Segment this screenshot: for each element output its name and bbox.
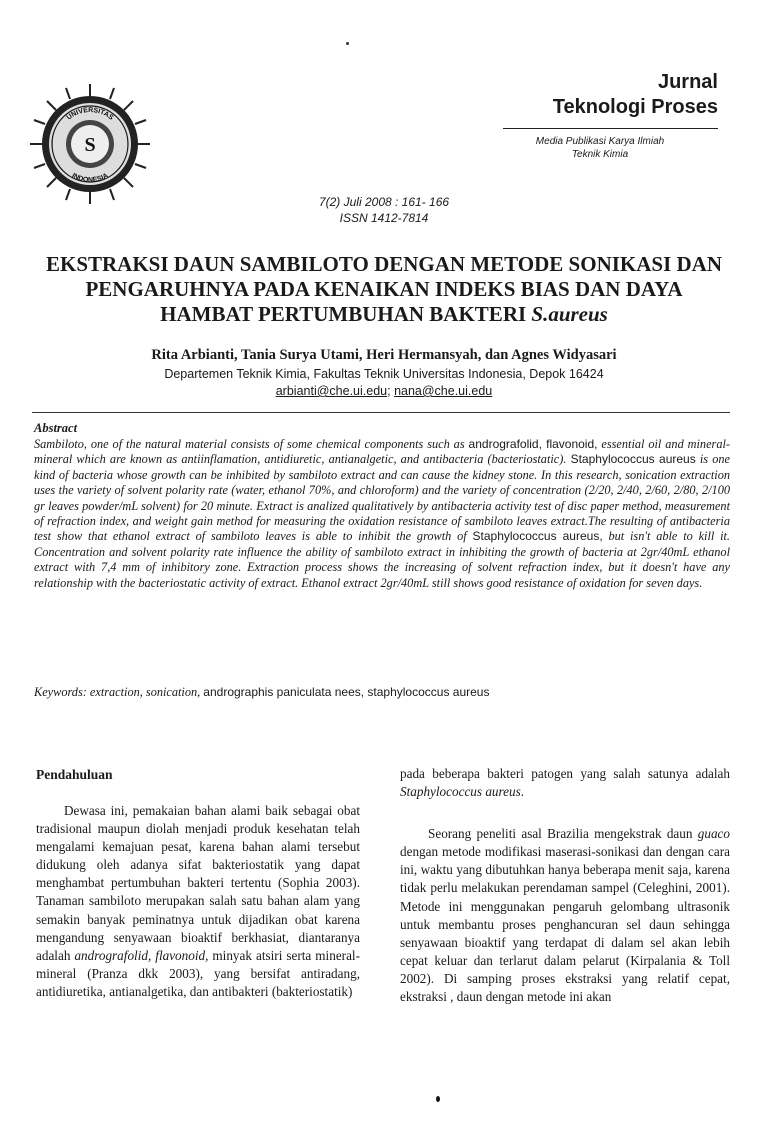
right-text-2c: dengan metode modifikasi maserasi-sonikasi dan dengan cara ini, waktu yang dibutuhkan hanya beberapa menit saja, karena tidak perlu melakukan perendaman sampel (Celeghini, 2001). Metode ini menggunakan pengaruh gelombang ultrasonik untuk membantu proses penghancuran sel daun sehingga senyawaan bioaktif yang terdapat di dalam sel akan lebih cepat keluar dan terlarut dalam pelarut (Kirpalania & Toll 2002). Di samping proses ekstraksi yang relatif cepat, ekstraksi , daun dengan metode ini akan (400, 844, 730, 1005)
right-paragraph-1 (400, 765, 730, 801)
section-heading: Pendahuluan (36, 767, 113, 782)
email-link-nana[interactable]: nana@che.ui.edu (394, 384, 493, 398)
journal-tagline-line1: Media Publikasi Karya Ilmiah (535, 136, 665, 147)
journal-tagline-line2: Teknik Kimia (571, 149, 629, 160)
abstract-text-5: is one kind of bacteria whose growth can be inhibited by sambiloto extract and can cause the kidney stone. In this research, sonication extraction uses the variety of solvent polarity rate (water, ethanol 70%, and chloroform) and the variety of concentration (2/20, 2/40, 2/60, 2/80, 2/100 gr leaves powder/mL solvent) for 20 minute. Extract is analized qualitatively by antibacteria activity test of disc paper method, measurement of refraction index, and weight gain method for measuring the oxidation resistance of sambiloto leaves extract.The resulting of antibacteria test show that ethanol extract of sambiloto leaves is able to inhibit the growth of (34, 452, 730, 544)
keywords (34, 684, 489, 700)
issue-volume-pages: 7(2) Juli 2008 : 161- 166 (318, 195, 450, 209)
abstract-text-6: Staphylococcus aureus, (472, 529, 603, 544)
abstract-heading: Abstract (34, 421, 78, 435)
left-text-c: minyak atsiri serta mineral-mineral (Pranza dkk 2003), yang bersifat antiradang, antidiuretika, antianalgetika, dan antibakteri (bakteriostatik) (36, 947, 360, 999)
seal-letter: S (84, 134, 96, 156)
right-text-2a: Seorang peneliti asal Brazilia mengekstrak daun (428, 826, 698, 842)
keywords-text-2: andrographis paniculata nees, staphylococcus aureus (203, 685, 490, 699)
abstract-text-2: andrografolid, flavonoid, (468, 437, 598, 451)
journal-tagline (500, 135, 700, 161)
abstract-rule (32, 412, 730, 413)
paper-title-species: S.aureus (531, 302, 608, 326)
abstract-text-4: Staphylococcus aureus (570, 452, 696, 467)
keywords-text-1: extraction, sonication, (86, 685, 204, 699)
abstract-body (34, 437, 730, 591)
right-paragraph-2 (400, 825, 730, 1006)
left-text-b: andrografolid, flavonoid, (74, 947, 209, 963)
journal-title-line2: Teknologi Proses (552, 96, 718, 118)
paper-emails (0, 383, 768, 399)
paper-title-line1: EKSTRAKSI DAUN SAMBILOTO DENGAN METODE SONIKASI DAN (45, 252, 723, 276)
right-text-1a: pada beberapa bakteri patogen yang salah satunya adalah (400, 766, 730, 781)
journal-title-line1: Jurnal (657, 71, 718, 93)
paper-title-line2: PENGARUHNYA PADA KENAIKAN INDEKS BIAS DAN DAYA (85, 277, 683, 301)
email-separator: ; (387, 384, 395, 398)
left-column (36, 802, 360, 1001)
paragraph-gap (400, 801, 730, 825)
abstract-text-7: but isn't able to kill it. Concentration and solvent polarity rate influence the ability of sambiloto extract in inhibiting the growth of bacteria at 2gr/40mL ethanol extract with 7,4 mm of inhibitory zone. Extraction process shows the increasing of solvent refraction index, but it doesn't have any relationship with the bacteriostatic activity of extract. Ethanol extract 2gr/40mL still shows good resistance of oxidation for seven days. (34, 529, 731, 590)
paper-title-line3-text: HAMBAT PERTUMBUHAN BAKTERI (160, 302, 532, 326)
keywords-label: Keywords: (34, 685, 87, 699)
issue-issn: ISSN 1412-7814 (339, 211, 429, 225)
masthead-rule (503, 128, 718, 129)
journal-masthead (498, 70, 718, 160)
paper-title (24, 252, 744, 327)
paper-authors: Rita Arbianti, Tania Surya Utami, Heri Hermansyah, dan Agnes Widyasari (151, 347, 617, 363)
right-text-1b: Staphylococcus aureus (400, 784, 521, 800)
abstract-text-3: essential oil and mineral-mineral which are known as antiinflamation, antidiuretic, antianalgetic, and antibacteria (bacteriostatic). (34, 437, 730, 467)
right-text-1c: . (520, 784, 525, 800)
paper-title-line3 (24, 302, 744, 327)
right-column (400, 765, 730, 1006)
left-text-a: Dewasa ini, pemakaian bahan alami baik sebagai obat tradisional maupun diolah menjadi produk kesehatan telah mengalami kemajuan pesat, karena bahan alami tersebut didukung oleh adanya sifat bakteriostatik yang dapat menghambat pertumbuhan bakteri tertentu (Sophia 2003). Tanaman sambiloto merupakan salah satu bahan alam yang semakin banyak peminatnya untuk dijadikan obat karena mengandung senyawaan bioaktif berkhasiat, diantaranya adalah (36, 803, 360, 963)
scan-speck (346, 42, 349, 45)
paper-affiliation: Departemen Teknik Kimia, Fakultas Teknik Universitas Indonesia, Depok 16424 (164, 367, 604, 381)
abstract-text-1: Sambiloto, one of the natural material consists of some chemical components such as (34, 437, 469, 451)
seal-text-top: UNIVERSITAS (65, 106, 115, 122)
left-paragraph (36, 802, 360, 1001)
email-link-arbianti[interactable]: arbianti@che.ui.edu (275, 384, 388, 398)
scan-speck-bottom (436, 1096, 440, 1102)
right-text-2b: guaco (697, 826, 730, 842)
seal-text-bottom: INDONESIA (70, 172, 110, 185)
issue-info (0, 194, 768, 226)
university-seal-icon (28, 82, 152, 206)
